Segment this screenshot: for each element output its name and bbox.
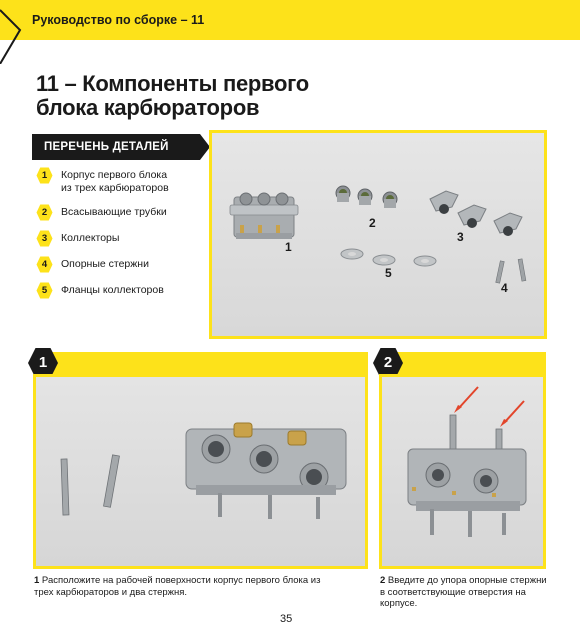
carburetor-block-image bbox=[230, 193, 298, 239]
red-arrow-icon bbox=[454, 387, 478, 413]
page-title-line1: 11 – Компоненты первого bbox=[36, 71, 309, 96]
part-number-badge bbox=[36, 167, 53, 184]
part-label-line1: Корпус первого блока bbox=[61, 169, 168, 181]
step-2-caption bbox=[380, 575, 550, 610]
part-label-line2: из трех карбюраторов bbox=[61, 182, 169, 194]
parts-list-item-1 bbox=[36, 167, 204, 195]
part-number: 5 bbox=[41, 285, 48, 296]
support-rods-image bbox=[496, 259, 526, 283]
page-title-line2: блока карбюраторов bbox=[36, 95, 260, 120]
step-1-caption-number: 1 bbox=[34, 575, 40, 586]
part-number-badge bbox=[36, 256, 53, 273]
parts-photo-illustration bbox=[212, 133, 544, 336]
step-2-caption-text: Введите до упора опорные стержни в соответствующие отверстия на корпусе. bbox=[380, 575, 547, 609]
header-corner-decoration bbox=[0, 0, 40, 64]
part-number: 1 bbox=[41, 170, 48, 181]
parts-photo bbox=[209, 130, 547, 339]
part-number: 4 bbox=[41, 259, 48, 270]
parts-list-item-2 bbox=[36, 204, 204, 221]
page-title bbox=[36, 72, 356, 120]
parts-list-tab-label: ПЕРЕЧЕНЬ ДЕТАЛЕЙ bbox=[44, 141, 169, 153]
part-number: 3 bbox=[41, 233, 48, 244]
photo-label-2: 2 bbox=[369, 216, 376, 230]
manifolds-image bbox=[430, 191, 522, 236]
red-arrow-icon bbox=[500, 401, 524, 427]
part-number: 2 bbox=[41, 207, 48, 218]
photo-label-3: 3 bbox=[457, 230, 464, 244]
step-1-header-bar bbox=[52, 352, 368, 374]
step-2-caption-number: 2 bbox=[380, 575, 386, 586]
step-1-photo bbox=[33, 374, 368, 569]
photo-label-1: 1 bbox=[285, 240, 292, 254]
part-label: Опорные стержни bbox=[61, 258, 149, 270]
intake-tubes-image bbox=[336, 186, 397, 208]
parts-list-item-4 bbox=[36, 256, 204, 273]
step-1-caption bbox=[34, 575, 334, 598]
photo-label-4: 4 bbox=[501, 281, 508, 295]
step-1-illustration bbox=[36, 377, 365, 566]
part-label: Коллекторы bbox=[61, 232, 120, 244]
parts-list bbox=[36, 167, 204, 308]
header-title: Руководство по сборке – 11 bbox=[32, 13, 205, 27]
part-number-badge bbox=[36, 282, 53, 299]
photo-label-5: 5 bbox=[385, 266, 392, 280]
step-2-photo bbox=[379, 374, 546, 569]
step-2-header-bar bbox=[396, 352, 546, 374]
part-number-badge bbox=[36, 204, 53, 221]
flanges-image bbox=[341, 249, 436, 266]
part-label bbox=[61, 167, 169, 195]
parts-list-item-5 bbox=[36, 282, 204, 299]
parts-list-tab bbox=[32, 134, 210, 160]
step-2-illustration bbox=[382, 377, 543, 566]
part-label: Всасывающие трубки bbox=[61, 206, 167, 218]
page-number: 35 bbox=[280, 613, 293, 625]
part-number-badge bbox=[36, 230, 53, 247]
parts-list-item-3 bbox=[36, 230, 204, 247]
part-label: Фланцы коллекторов bbox=[61, 284, 164, 296]
step-1-caption-text: Расположите на рабочей поверхности корпус первого блока из трех карбюраторов и два стержня. bbox=[34, 575, 321, 598]
step-2-number: 2 bbox=[383, 354, 393, 371]
step-1-number: 1 bbox=[38, 354, 48, 371]
